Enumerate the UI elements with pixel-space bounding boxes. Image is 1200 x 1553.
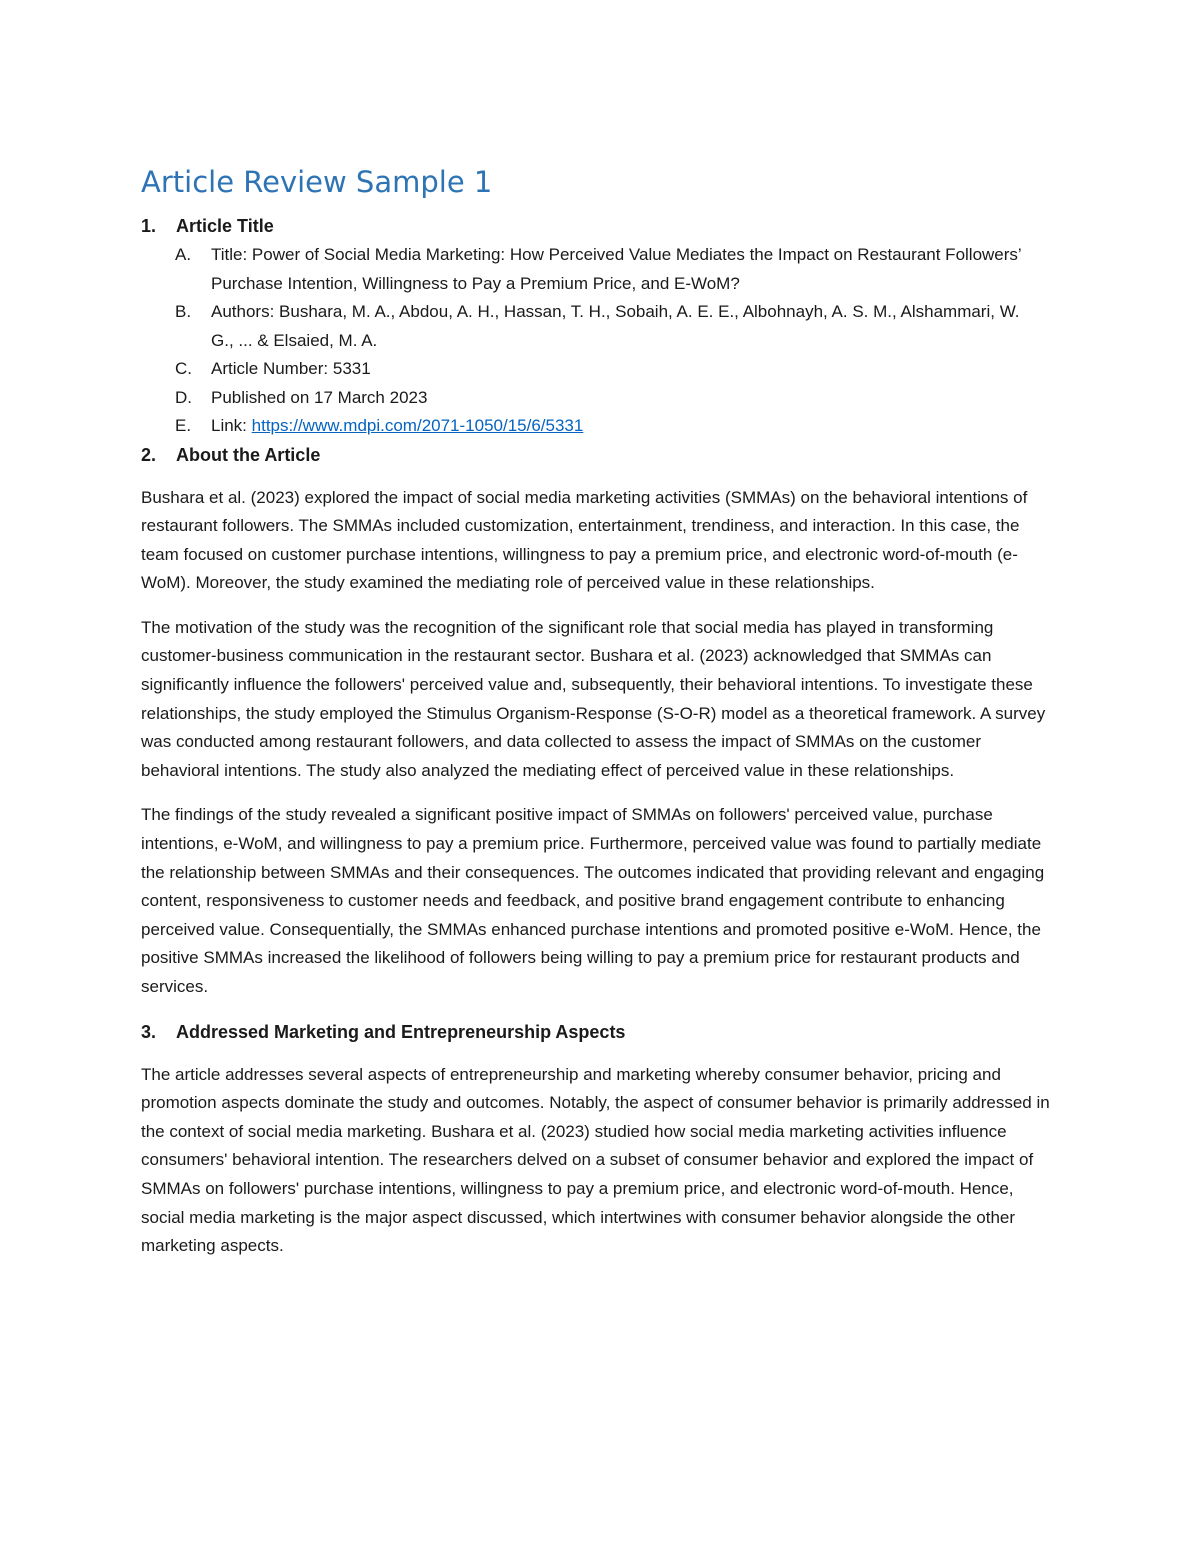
list-marker: B. xyxy=(175,302,192,321)
list-item-text: Authors: Bushara, M. A., Abdou, A. H., Hassan, T. H., Sobaih, A. E. E., Albohnayh, A. S. M., Alshammari, W. G., ... & Elsaied, M. A. xyxy=(211,302,1020,350)
paragraph: The article addresses several aspects of entrepreneurship and marketing whereby consumer behavior, pricing and promotion aspects dominate the study and outcomes. Notably, the aspect of consumer behavior is primarily addressed in the context of social media marketing. Bushara et al. (2023) studied how social media marketing activities influence consumers' behavioral intention. The researchers delved on a subset of consumer behavior and explored the impact of SMMAs on followers' purchase intentions, willingness to pay a premium price, and electronic word-of-mouth. Hence, social media marketing is the major aspect discussed, which intertwines with consumer behavior alongside the other marketing aspects. xyxy=(141,1064,1050,1256)
article-link[interactable]: https://www.mdpi.com/2071-1050/15/6/5331 xyxy=(251,416,584,435)
link-label: Link: xyxy=(211,416,252,435)
list-marker: C. xyxy=(175,359,192,378)
paragraph: The findings of the study revealed a significant positive impact of SMMAs on followers' perceived value, purchase intentions, e-WoM, and willingness to pay a premium price. Furthermore, perceived value was found to partially mediate the relationship between SMMAs and their consequences. The outcomes indicated that providing relevant and engaging content, responsiveness to customer needs and feedback, and positive brand engagement contribute to enhancing perceived value. Consequentially, the SMMAs enhanced purchase intentions and promoted positive e-WoM. Hence, the positive SMMAs increased the likelihood of followers being willing to pay a premium price for restaurant products and services. xyxy=(141,805,1045,996)
list-item-text: Article Number: 5331 xyxy=(211,359,371,378)
list-marker: D. xyxy=(175,387,192,407)
list-item-title xyxy=(141,241,1061,298)
list-item-text: Title: Power of Social Media Marketing: How Perceived Value Mediates the Impact on Restaurant Followers’ Purchase Intention, Willingness to Pay a Premium Price, and E-WoM? xyxy=(211,245,1022,293)
section-number: 3. xyxy=(141,1021,157,1042)
list-item-authors xyxy=(141,298,1061,355)
section-heading-marketing-aspects xyxy=(141,1018,1061,1047)
list-item-text xyxy=(211,412,1031,441)
document-page xyxy=(141,160,1061,1261)
section-heading-about-article xyxy=(141,441,1061,470)
section-number: 1. xyxy=(141,216,157,236)
section-heading-text: About the Article xyxy=(176,444,321,465)
list-marker: E. xyxy=(175,416,192,435)
paragraph: The motivation of the study was the recognition of the significant role that social media has played in transforming customer-business communication in the restaurant sector. Bushara et al. (2023) acknowledged that SMMAs can significantly influence the followers' perceived value and, subsequently, their behavioral intentions. To investigate these relationships, the study employed the Stimulus Organism-Response (S-O-R) model as a theoretical framework. A survey was conducted among restaurant followers, and data collected to assess the impact of SMMAs on the customer behavioral intentions. The study also analyzed the mediating effect of perceived value in these relationships. xyxy=(141,617,1046,780)
list-item-article-number xyxy=(141,355,1061,384)
section-heading-article-title xyxy=(141,212,1061,241)
list-item-text: Published on 17 March 2023 xyxy=(211,387,428,407)
section-heading-text: Addressed Marketing and Entrepreneurship Aspects xyxy=(176,1021,626,1042)
paragraph: Bushara et al. (2023) explored the impact of social media marketing activities (SMMAs) on the behavioral intentions of restaurant followers. The SMMAs included customization, entertainment, trendiness, and interaction. In this case, the team focused on customer purchase intentions, willingness to pay a premium price, and electronic word-of-mouth (e-WoM). Moreover, the study examined the mediating role of perceived value in these relationships. xyxy=(141,487,1028,593)
list-item-link xyxy=(141,412,1061,441)
article-details-list xyxy=(141,241,1061,441)
list-item-published xyxy=(141,384,1061,413)
section-number: 2. xyxy=(141,444,157,465)
document-title: Article Review Sample 1 xyxy=(141,165,493,199)
section-heading-text: Article Title xyxy=(176,216,274,236)
list-marker: A. xyxy=(175,245,192,264)
